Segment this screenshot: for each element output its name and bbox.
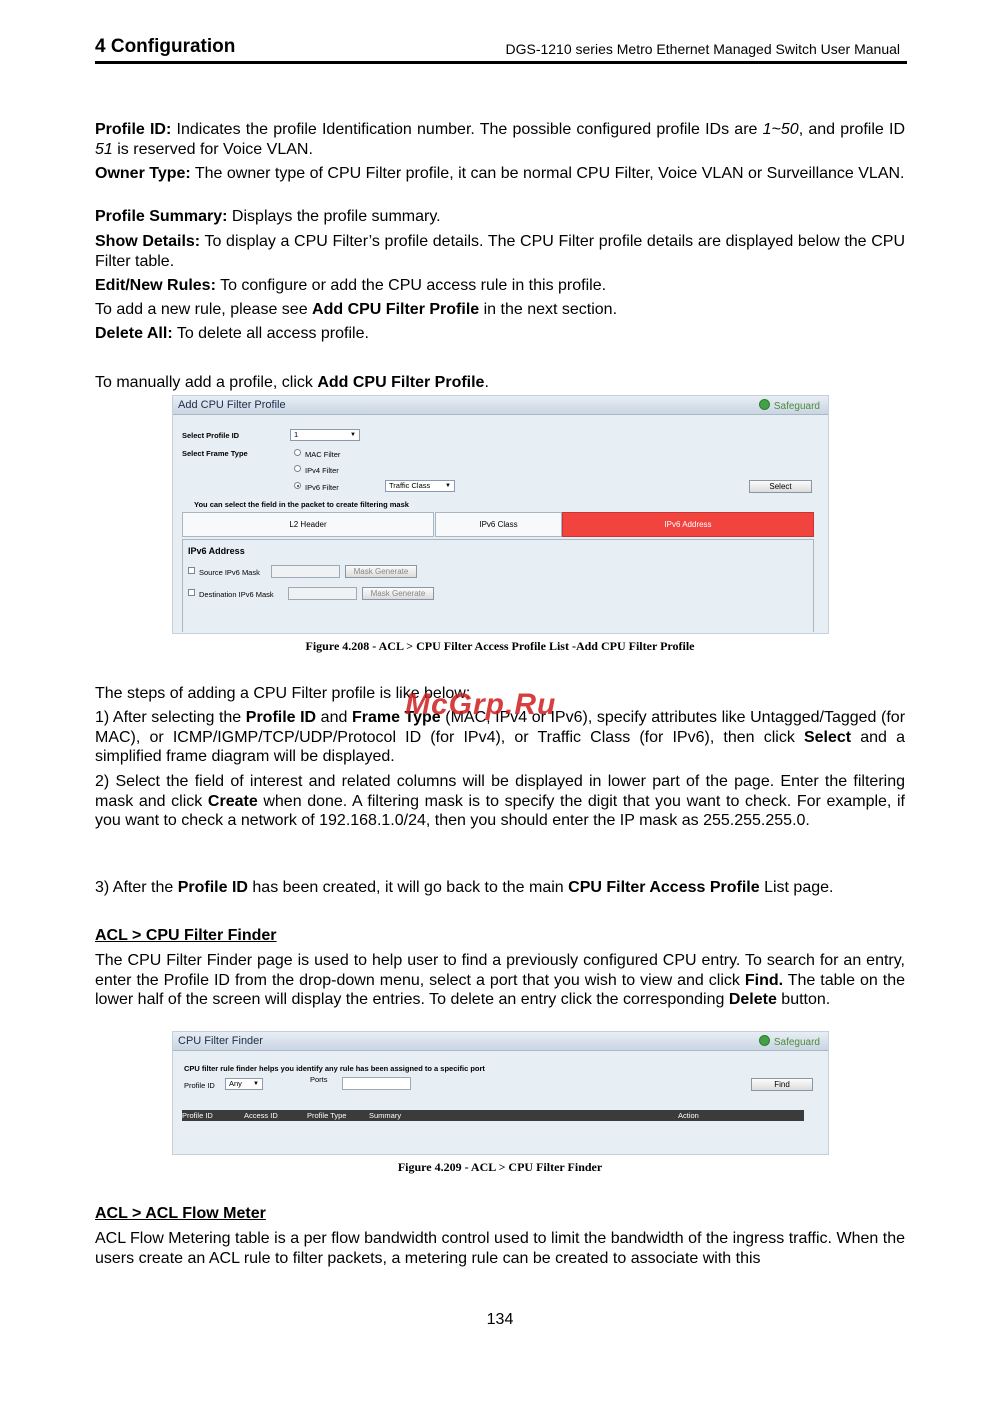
step-3: 3) After the Profile ID has been created, it will go back to the main CPU Filter Access Profile List page. [95,879,834,896]
watermark: McGrp.Ru [405,688,557,721]
figure-209-caption: Figure 4.209 - ACL > CPU Filter Finder [397,1160,603,1174]
panel-title: CPU Filter Finder [178,1035,263,1047]
source-mask-checkbox[interactable] [188,567,195,574]
ports-label: Ports [310,1075,328,1084]
steps-intro: The steps of adding a CPU Filter profile is like below: [95,685,471,702]
safeguard-icon [759,1035,770,1046]
select-button[interactable]: Select [749,480,812,493]
tab-ipv6-class[interactable]: IPv6 Class [435,512,562,537]
radio-ipv4-filter[interactable] [294,465,301,472]
chevron-down-icon: ▼ [350,432,356,438]
safeguard-indicator: Safeguard [759,399,820,412]
filter-mask-hint: You can select the field in the packet to create filtering mask [194,500,409,509]
ipv6-address-section [182,539,814,632]
destination-mask-input[interactable] [288,587,357,600]
def-profile-id: Profile ID: Indicates the profile Identification number. The possible configured profile IDs are 1~50, and profile ID 51 is reserved for Voice VLAN. [95,121,906,158]
def-delete-all: Delete All: To delete all access profile. [95,325,369,342]
radio-ipv6-filter[interactable] [294,482,301,489]
destination-mask-generate-button[interactable]: Mask Generate [362,587,434,600]
results-table-header [182,1110,804,1121]
page-number: 134 [486,1311,514,1328]
step-1: 1) After selecting the Profile ID and Frame Type (MAC, IPv4 or IPv6), specify attributes like Untagged/Tagged (for MAC), or ICMP/IGMP/TCP/UDP/Protocol ID (for IPv4), or Traffic Class (for IPv6), then click Select and a simplified frame diagram will be displayed. [95,709,906,765]
meter-description: ACL Flow Metering table is a per flow bandwidth control used to limit the bandwidth of the ingress traffic. When the users create an ACL rule to filter packets, a metering rule can be created to associate with this [95,1230,905,1267]
destination-mask-checkbox[interactable] [188,589,195,596]
radio-mac-filter[interactable] [294,449,301,456]
find-button[interactable]: Find [751,1078,813,1091]
chevron-down-icon: ▼ [253,1081,259,1087]
def-owner-type: Owner Type: The owner type of CPU Filter profile, it can be normal CPU Filter, Voice VLAN or Surveillance VLAN. [95,165,905,182]
panel-title-bar [173,1032,828,1051]
figure-208-caption: Figure 4.208 - ACL > CPU Filter Access Profile List -Add CPU Filter Profile [305,639,695,653]
radio-ipv4-label: IPv4 Filter [305,466,339,475]
tab-l2-header[interactable]: L2 Header [182,512,434,537]
profile-id-select[interactable]: 1 ▼ [290,429,360,441]
chevron-down-icon: ▼ [445,483,451,489]
section-title: IPv6 Address [188,546,245,556]
add-rule-note: To add a new rule, please see Add CPU Filter Profile in the next section. [95,301,618,318]
traffic-class-select[interactable]: Traffic Class ▼ [385,480,455,492]
header-rule [95,61,907,64]
finder-description: The CPU Filter Finder page is used to help user to find a previously configured CPU entry. To search for an entry, enter the Profile ID from the drop-down menu, select a port that you wish to view and click Find. The table on the lower half of the screen will display the entries. To delete an entry click the corresponding Delete button. [95,952,905,1008]
tab-ipv6-address[interactable]: IPv6 Address [562,512,814,537]
manual-title: DGS-1210 series Metro Ethernet Managed Switch User Manual [505,41,900,57]
meter-heading: ACL > ACL Flow Meter [95,1205,266,1222]
source-mask-generate-button[interactable]: Mask Generate [345,565,417,578]
chapter-title: 4 Configuration [95,36,236,57]
manual-add-note: To manually add a profile, click Add CPU Filter Profile. [95,374,489,391]
ports-input[interactable] [342,1077,411,1090]
select-profile-label: Select Profile ID [182,431,240,440]
source-mask-input[interactable] [271,565,340,578]
def-edit-rules: Edit/New Rules: To configure or add the CPU access rule in this profile. [95,277,607,294]
finder-profile-select[interactable]: Any ▼ [225,1078,263,1090]
profile-id-label: Profile ID [184,1081,215,1090]
destination-mask-label: Destination IPv6 Mask [199,590,274,599]
safeguard-icon [759,399,770,410]
col-summary: Summary [369,1111,402,1120]
def-profile-summary: Profile Summary: Displays the profile summary. [95,208,441,225]
safeguard-indicator: Safeguard [759,1035,820,1048]
col-access-id: Access ID [244,1111,278,1120]
def-show-details: Show Details: To display a CPU Filter’s profile details. The CPU Filter profile details are displayed below the CPU Filter table. [95,233,906,270]
source-mask-label: Source IPv6 Mask [199,568,260,577]
cpu-filter-finder-panel [172,1031,829,1155]
col-profile-id: Profile ID [182,1111,213,1120]
col-profile-type: Profile Type [307,1111,347,1120]
radio-ipv6-label: IPv6 Filter [305,483,339,492]
panel-title: Add CPU Filter Profile [178,399,286,411]
finder-heading: ACL > CPU Filter Finder [95,927,277,944]
select-frame-label: Select Frame Type [182,449,248,458]
add-cpu-filter-profile-panel [172,395,829,634]
finder-hint: CPU filter rule finder helps you identify any rule has been assigned to a specific port [184,1064,485,1073]
col-action: Action [678,1111,699,1120]
panel-title-bar [173,396,828,415]
radio-mac-label: MAC Filter [305,450,341,459]
step-2: 2) Select the field of interest and related columns will be displayed in lower part of the page. Enter the filtering mask and click Create when done. A filtering mask is to specify the digit that you want to check. For example, if you want to check a network of 192.168.1.0/24, then you should enter the IP mask as 255.255.255.0. [95,773,905,829]
